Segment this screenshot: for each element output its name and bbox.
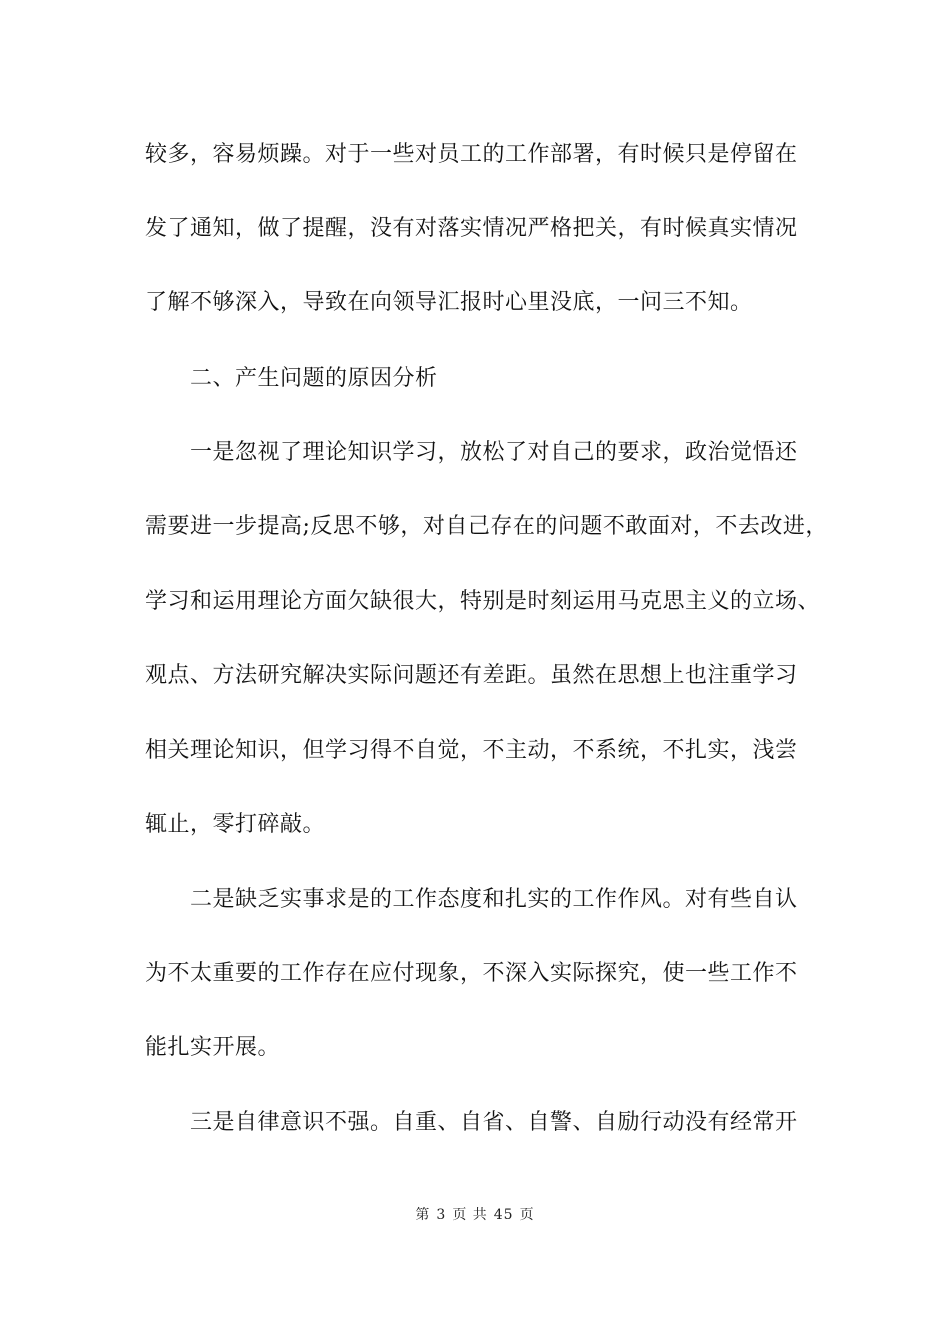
total-pages: 45 (493, 1207, 514, 1223)
paragraph-line-8: 观点、方法研究解决实际问题还有差距。虽然在思想上也注重学习 (145, 663, 798, 688)
paragraph-line-5: 一是忽视了理论知识学习，放松了对自己的要求，政治觉悟还 (190, 440, 798, 465)
footer-prefix: 第 (415, 1207, 431, 1223)
footer-mid: 页 共 (452, 1207, 488, 1223)
paragraph-line-7: 学习和运用理论方面欠缺很大，特别是时刻运用马克思主义的立场、 (145, 589, 821, 614)
paragraph-line-3: 了解不够深入，导致在向领导汇报时心里没底，一问三不知。 (145, 290, 753, 315)
section-heading: 二、产生问题的原因分析 (190, 366, 438, 391)
paragraph-line-12: 为不太重要的工作存在应付现象，不深入实际探究，使一些工作不 (145, 961, 798, 986)
paragraph-line-1: 较多，容易烦躁。对于一些对员工的工作部署，有时候只是停留在 (145, 142, 798, 167)
paragraph-line-14: 三是自律意识不强。自重、自省、自警、自励行动没有经常开 (190, 1110, 798, 1135)
page-footer (0, 1205, 950, 1225)
paragraph-line-10: 辄止，零打碎敲。 (145, 812, 326, 837)
paragraph-line-2: 发了通知，做了提醒，没有对落实情况严格把关，有时候真实情况 (145, 216, 798, 241)
paragraph-line-9: 相关理论知识，但学习得不自觉，不主动，不系统，不扎实，浅尝 (145, 738, 798, 763)
page-number: 3 (436, 1207, 447, 1223)
paragraph-line-13: 能扎实开展。 (145, 1035, 281, 1060)
paragraph-line-6: 需要进一步提高;反思不够，对自己存在的问题不敢面对，不去改进， (145, 514, 828, 539)
paragraph-line-11: 二是缺乏实事求是的工作态度和扎实的工作作风。对有些自认 (190, 887, 798, 912)
footer-suffix: 页 (519, 1207, 535, 1223)
